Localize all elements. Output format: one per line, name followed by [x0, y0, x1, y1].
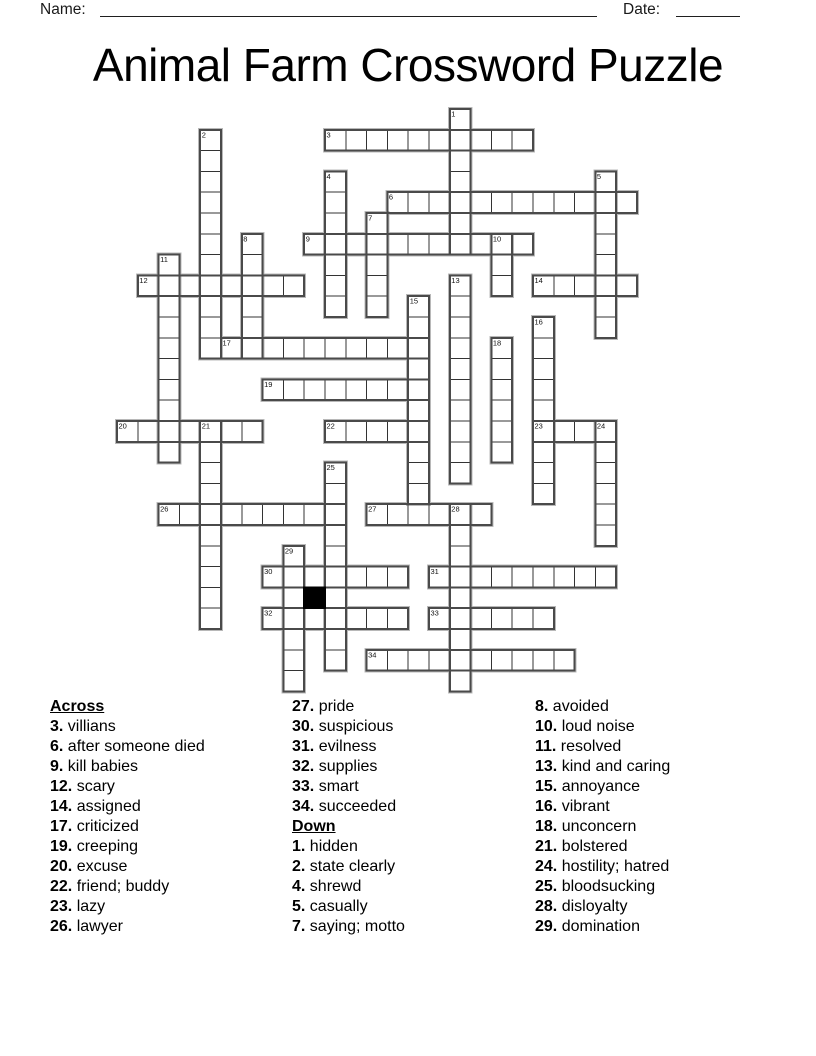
- clue-number: 14.: [50, 798, 73, 815]
- clue-number: 3.: [50, 718, 64, 735]
- clue-number: 32.: [292, 758, 315, 775]
- clue-number: 21.: [535, 838, 558, 855]
- word-area-16-down[interactable]: [532, 316, 556, 506]
- cell-number-14: 14: [534, 275, 543, 285]
- clue-item-34: [292, 797, 532, 817]
- word-area-14-across[interactable]: [532, 274, 639, 298]
- clue-text: vibrant: [557, 798, 610, 815]
- cell-number-3: 3: [326, 130, 331, 140]
- clue-number: 22.: [50, 878, 73, 895]
- date-label: Date:: [623, 1, 661, 18]
- clue-number: 12.: [50, 778, 73, 795]
- clue-item-12: [50, 777, 290, 797]
- clue-number: 34.: [292, 798, 315, 815]
- clue-item-19: [50, 837, 290, 857]
- clue-text: pride: [314, 698, 355, 715]
- cell-number-22: 22: [326, 421, 335, 431]
- name-label: Name:: [40, 1, 86, 18]
- clue-text: evilness: [314, 738, 377, 755]
- clue-text: resolved: [556, 738, 622, 755]
- clue-text: scary: [72, 778, 115, 795]
- clue-number: 1.: [292, 838, 306, 855]
- clue-text: smart: [314, 778, 359, 795]
- clue-item-17: [50, 817, 290, 837]
- cell-number-15: 15: [409, 296, 419, 306]
- clue-column-3: [535, 697, 775, 937]
- clue-item-16: [535, 797, 775, 817]
- clue-text: unconcern: [557, 818, 637, 835]
- clue-item-8: [535, 697, 775, 717]
- word-area-7-down[interactable]: [365, 212, 389, 319]
- clue-item-20: [50, 857, 290, 877]
- clue-item-1: [292, 837, 532, 857]
- clue-item-7: [292, 917, 532, 937]
- clue-number: 24.: [535, 858, 558, 875]
- cell-number-29: 29: [284, 546, 294, 556]
- cell-number-5: 5: [596, 171, 602, 181]
- clue-number: 20.: [50, 858, 73, 875]
- clue-number: 5.: [292, 898, 306, 915]
- clue-number: 15.: [535, 778, 558, 795]
- cell-number-18: 18: [492, 338, 502, 348]
- clue-text: domination: [557, 918, 640, 935]
- word-area-26-across[interactable]: [157, 503, 347, 527]
- clue-item-23: [50, 897, 290, 917]
- cell-number-16: 16: [534, 317, 543, 327]
- clue-text: saying; motto: [305, 918, 405, 935]
- cell-number-31: 31: [430, 567, 439, 577]
- cell-number-7: 7: [368, 213, 373, 223]
- clue-number: 7.: [292, 918, 306, 935]
- clue-item-29: [535, 917, 775, 937]
- clue-text: state clearly: [305, 858, 396, 875]
- clue-text: shrewd: [305, 878, 362, 895]
- clue-number: 25.: [535, 878, 558, 895]
- clue-column-1: [50, 697, 290, 937]
- cell-number-8: 8: [243, 234, 248, 244]
- cell-number-10: 10: [492, 234, 502, 244]
- clue-text: avoided: [548, 698, 609, 715]
- cell-number-24: 24: [596, 421, 606, 431]
- cell-number-28: 28: [451, 504, 460, 514]
- cell-number-9: 9: [305, 234, 310, 244]
- cell-number-33: 33: [430, 608, 439, 618]
- clue-text: lawyer: [72, 918, 123, 935]
- clue-item-21: [535, 837, 775, 857]
- clue-number: 33.: [292, 778, 315, 795]
- clue-number: 13.: [535, 758, 558, 775]
- clue-item-14: [50, 797, 290, 817]
- clue-item-26: [50, 917, 290, 937]
- clue-item-15: [535, 777, 775, 797]
- clue-column-2: [292, 697, 532, 937]
- clue-number: 31.: [292, 738, 315, 755]
- clue-list-header-across: Across: [50, 698, 105, 715]
- clue-text: assigned: [72, 798, 141, 815]
- clue-item-2: [292, 857, 532, 877]
- cell-number-27: 27: [368, 504, 377, 514]
- clue-item-25: [535, 877, 775, 897]
- clue-item-4: [292, 877, 532, 897]
- cell-number-25: 25: [326, 463, 335, 473]
- clue-number: 8.: [535, 698, 549, 715]
- cell-number-13: 13: [451, 275, 460, 285]
- clue-item-30: [292, 717, 532, 737]
- clue-text: kill babies: [63, 758, 139, 775]
- word-area-2-down[interactable]: [199, 128, 223, 360]
- cell-number-32: 32: [264, 608, 273, 618]
- clue-text: criticized: [72, 818, 139, 835]
- clue-text: after someone died: [63, 738, 205, 755]
- cell-number-20: 20: [118, 421, 127, 431]
- cell-number-23: 23: [534, 421, 543, 431]
- cell-number-11: 11: [160, 255, 168, 265]
- clue-item-22: [50, 877, 290, 897]
- clue-text: loud noise: [557, 718, 635, 735]
- clue-number: 4.: [292, 878, 306, 895]
- word-area-28-down[interactable]: [448, 503, 472, 693]
- clue-text: bloodsucking: [557, 878, 656, 895]
- clue-number: 17.: [50, 818, 73, 835]
- clue-text: creeping: [72, 838, 139, 855]
- clue-item-6: [50, 737, 290, 757]
- clue-number: 6.: [50, 738, 64, 755]
- page-title: Animal Farm Crossword Puzzle: [92, 39, 724, 91]
- clue-text: disloyalty: [557, 898, 628, 915]
- cell-number-19: 19: [264, 379, 273, 389]
- clue-number: 23.: [50, 898, 73, 915]
- clue-item-11: [535, 737, 775, 757]
- clue-number: 9.: [50, 758, 64, 775]
- clue-number: 2.: [292, 858, 306, 875]
- cell-number-34: 34: [368, 650, 377, 660]
- clue-text: suspicious: [314, 718, 394, 735]
- clue-text: casually: [305, 898, 368, 915]
- clue-text: villians: [63, 718, 116, 735]
- clue-item-3: [50, 717, 290, 737]
- cell-number-4: 4: [326, 171, 331, 181]
- clue-item-5: [292, 897, 532, 917]
- cell-number-21: 21: [201, 421, 211, 431]
- black-cell: [303, 586, 326, 609]
- clue-text: annoyance: [557, 778, 640, 795]
- cell-number-1: 1: [451, 109, 456, 119]
- cell-number-26: 26: [160, 504, 169, 514]
- clue-number: 18.: [535, 818, 558, 835]
- clue-item-28: [535, 897, 775, 917]
- clue-text: kind and caring: [557, 758, 671, 775]
- clue-number: 16.: [535, 798, 558, 815]
- clue-number: 11.: [535, 738, 557, 755]
- cell-number-6: 6: [388, 192, 394, 202]
- clue-item-18: [535, 817, 775, 837]
- clue-item-33: [292, 777, 532, 797]
- clue-item-27: [292, 697, 532, 717]
- clue-item-9: [50, 757, 290, 777]
- clue-number: 30.: [292, 718, 315, 735]
- cell-number-2: 2: [201, 130, 206, 140]
- clue-number: 28.: [535, 898, 558, 915]
- clue-list-header-down: Down: [292, 818, 336, 835]
- cell-number-30: 30: [264, 567, 273, 577]
- clue-text: lazy: [72, 898, 106, 915]
- clue-item-31: [292, 737, 532, 757]
- clue-number: 19.: [50, 838, 73, 855]
- clue-number: 27.: [292, 698, 315, 715]
- clue-number: 29.: [535, 918, 558, 935]
- clue-item-32: [292, 757, 532, 777]
- clue-item-10: [535, 717, 775, 737]
- clue-text: excuse: [72, 858, 128, 875]
- cell-number-17: 17: [222, 338, 231, 348]
- cell-number-12: 12: [139, 275, 148, 285]
- clue-text: succeeded: [314, 798, 397, 815]
- clue-number: 10.: [535, 718, 558, 735]
- clue-text: friend; buddy: [72, 878, 170, 895]
- clue-text: hostility; hatred: [557, 858, 670, 875]
- clue-item-24: [535, 857, 775, 877]
- clue-number: 26.: [50, 918, 73, 935]
- clue-text: hidden: [305, 838, 358, 855]
- clue-item-13: [535, 757, 775, 777]
- clue-text: bolstered: [557, 838, 628, 855]
- clue-text: supplies: [314, 758, 378, 775]
